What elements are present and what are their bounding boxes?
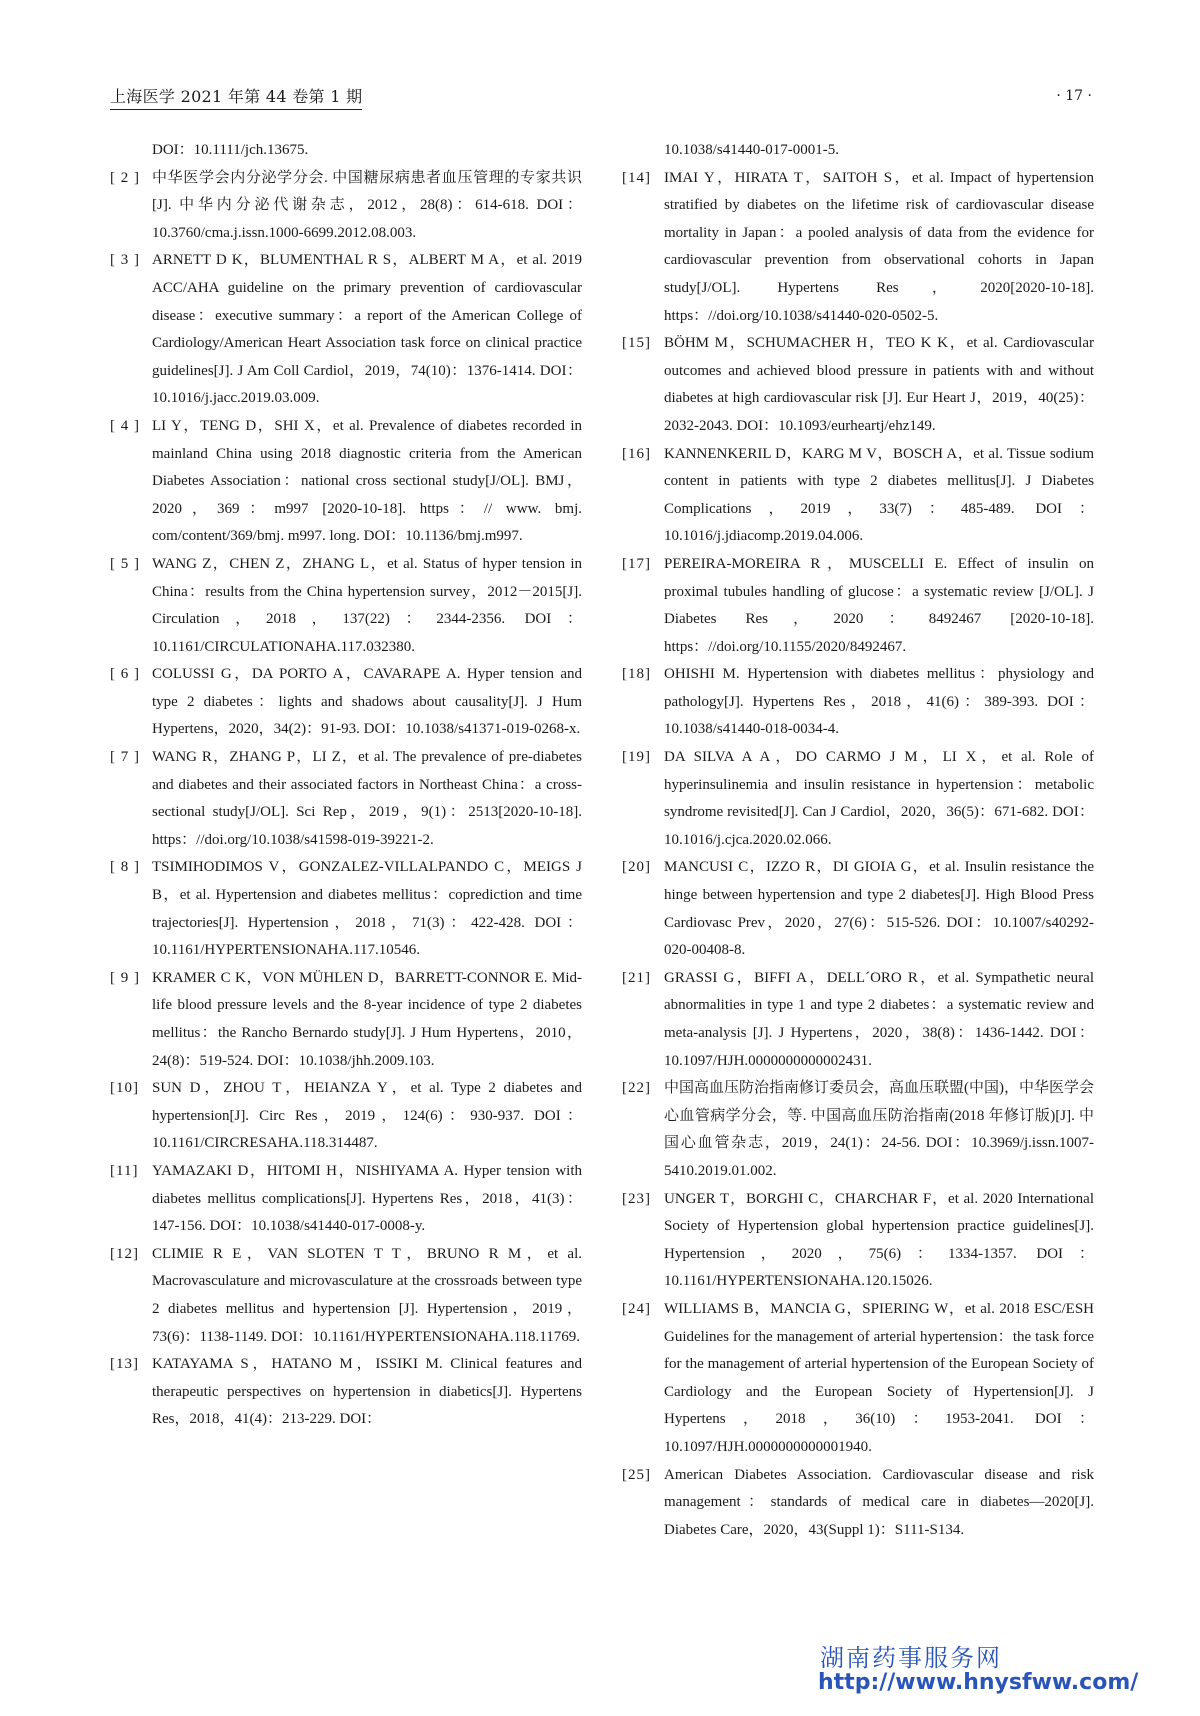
reference-16 <box>622 441 1094 551</box>
reference-number: [22] <box>622 1080 651 1097</box>
references-left-column <box>110 137 582 1434</box>
reference-number: [14] <box>622 169 651 186</box>
reference-24 <box>622 1296 1094 1462</box>
reference-17 <box>622 551 1094 661</box>
reference-number: [12] <box>110 1245 139 1262</box>
reference-10 <box>110 1075 582 1158</box>
reference-number: [18] <box>622 666 651 683</box>
reference-text: CLIMIE R E，VAN SLOTEN T T，BRUNO R M，et al. Macrovasculature and microvasculature at the crossroads between type 2 diabetes mellitus and hypertension [J]. Hypertension，2019，73(6)：1138-1149. DOI：10.1161/HYPERTENSIONAHA.118.11769. <box>152 1245 582 1345</box>
reference-text: BÖHM M，SCHUMACHER H，TEO K K，et al. Cardiovascular outcomes and achieved blood pressure in patients with and without diabetes at high cardiovascular risk [J]. Eur Heart J，2019，40(25)：2032-2043. DOI：10.1093/eurheartj/ehz149. <box>664 335 1094 434</box>
reference-continuation: 10.1038/s41440-017-0001-5. <box>664 142 839 158</box>
reference-text: MANCUSI C，IZZO R，DI GIOIA G，et al. Insulin resistance the hinge between hypertension and type 2 diabetes[J]. High Blood Press Cardiovasc Prev，2020，27(6)：515-526. DOI：10.1007/s40292-020-00408-8. <box>664 859 1094 959</box>
watermark-site-name: 湖南药事服务网 <box>820 1644 1002 1672</box>
reference-number: [10] <box>110 1080 139 1097</box>
reference-text: American Diabetes Association. Cardiovascular disease and risk management：standards of medical care in diabetes—2020[J]. Diabetes Care，2020，43(Suppl 1)：S111-S134. <box>664 1466 1094 1538</box>
reference-text: UNGER T，BORGHI C，CHARCHAR F，et al. 2020 International Society of Hypertension global hypertension practice guidelines[J]. Hypertension，2020，75(6)：1334-1357. DOI：10.1161/HYPERTENSIONAHA.120.15026. <box>664 1190 1094 1290</box>
reference-continuation: DOI：10.1111/jch.13675. <box>152 142 309 158</box>
reference-text: GRASSI G，BIFFI A，DELL´ORO R，et al. Sympathetic neural abnormalities in type 1 and type 2 diabetes：a systematic review and meta-analysis [J]. J Hypertens，2020，38(8)：1436-1442. DOI：10.1097/HJH.0000000000002431. <box>664 969 1094 1069</box>
reference-number: [ 2 ] <box>110 169 140 186</box>
reference-22 <box>622 1075 1094 1185</box>
reference-3 <box>110 247 582 413</box>
reference-text: COLUSSI G，DA PORTO A，CAVARAPE A. Hyper tension and type 2 diabetes：lights and shadows about causality[J]. J Hum Hypertens，2020，34(2)：91-93. DOI：10.1038/s41371-019-0268-x. <box>152 666 582 738</box>
reference-text: LI Y，TENG D，SHI X，et al. Prevalence of diabetes recorded in mainland China using 2018 diagnostic criteria from the American Diabetes Association：national cross sectional study[J/OL]. BMJ，2020，369：m997 [2020-10-18]. https：// www. bmj. com/content/369/bmj. m997. long. DOI：10.1136/bmj.m997. <box>152 417 582 545</box>
reference-number: [ 9 ] <box>110 969 140 986</box>
reference-text: WANG R，ZHANG P，LI Z，et al. The prevalence of pre-diabetes and diabetes and their associated factors in Northeast China：a cross-sectional study[J/OL]. Sci Rep，2019，9(1)：2513[2020-10-18]. https：//doi.org/10.1038/s41598-019-39221-2. <box>152 749 582 848</box>
reference-text: WILLIAMS B，MANCIA G，SPIERING W，et al. 2018 ESC/ESH Guidelines for the management of arterial hypertension：the task force for the management of arterial hypertension of the European Society of Cardiology and the European Society of Hypertension[J]. J Hypertens，2018，36(10)：1953-2041. DOI：10.1097/HJH.0000000000001940. <box>664 1300 1094 1455</box>
reference-18 <box>622 661 1094 744</box>
reference-text: OHISHI M. Hypertension with diabetes mellitus：physiology and pathology[J]. Hypertens Res，2018，41(6)：389-393. DOI：10.1038/s41440-018-0034-4. <box>664 666 1094 738</box>
reference-number: [23] <box>622 1190 651 1207</box>
reference-text: ARNETT D K，BLUMENTHAL R S，ALBERT M A，et al. 2019 ACC/AHA guideline on the primary prevention of cardiovascular disease：executive summary：a report of the American College of Cardiology/American Heart Association task force on clinical practice guidelines[J]. J Am Coll Cardiol，2019，74(10)：1376-1414. DOI：10.1016/j.jacc.2019.03.009. <box>152 252 582 407</box>
reference-number: [ 4 ] <box>110 417 140 434</box>
reference-8 <box>110 854 582 964</box>
reference-15 <box>622 330 1094 440</box>
reference-number: [19] <box>622 749 651 766</box>
reference-number: [15] <box>622 335 651 352</box>
reference-number: [13] <box>110 1356 139 1373</box>
reference-number: [17] <box>622 555 651 572</box>
reference-21 <box>622 965 1094 1075</box>
reference-25 <box>622 1462 1094 1545</box>
reference-7 <box>110 744 582 854</box>
reference-text: IMAI Y，HIRATA T，SAITOH S，et al. Impact of hypertension stratified by diabetes on the lifetime risk of cardiovascular disease mortality in Japan：a pooled analysis of data from the evidence for cardiovascular prevention from observational cohorts in Japan study[J/OL]. Hypertens Res，2020[2020-10-18]. https：//doi.org/10.1038/s41440-020-0502-5. <box>664 169 1094 324</box>
reference-5 <box>110 551 582 661</box>
reference-number: [16] <box>622 445 651 462</box>
reference-number: [ 6 ] <box>110 666 140 683</box>
reference-6 <box>110 661 582 744</box>
reference-number: [25] <box>622 1466 651 1483</box>
reference-20 <box>622 854 1094 964</box>
reference-text: KRAMER C K，VON MÜHLEN D，BARRETT-CONNOR E. Mid-life blood pressure levels and the 8-year incidence of type 2 diabetes mellitus：the Rancho Bernardo study[J]. J Hum Hypertens，2010，24(8)：519-524. DOI：10.1038/jhh.2009.103. <box>152 969 582 1069</box>
references-right-column <box>622 137 1094 1544</box>
reference-19 <box>622 744 1094 854</box>
reference-number: [ 8 ] <box>110 859 140 876</box>
reference-2 <box>110 165 582 248</box>
reference-13 <box>110 1351 582 1434</box>
reference-number: [20] <box>622 859 651 876</box>
reference-number: [24] <box>622 1300 651 1317</box>
reference-4 <box>110 413 582 551</box>
reference-number: [ 3 ] <box>110 252 140 269</box>
reference-text: TSIMIHODIMOS V，GONZALEZ-VILLALPANDO C，MEIGS J B，et al. Hypertension and diabetes mellitus：coprediction and time trajectories[J]. Hypertension，2018，71(3)：422-428. DOI：10.1161/HYPERTENSIONAHA.117.10546. <box>152 859 582 959</box>
reference-text: PEREIRA-MOREIRA R，MUSCELLI E. Effect of insulin on proximal tubules handling of glucose：a systematic review [J/OL]. J Diabetes Res，2020：8492467 [2020-10-18]. https：//doi.org/10.1155/2020/8492467. <box>664 555 1094 655</box>
reference-text: WANG Z，CHEN Z，ZHANG L，et al. Status of hyper tension in China：results from the China hypertension survey，2012－2015[J]. Circulation，2018，137(22)：2344-2356. DOI：10.1161/CIRCULATIONAHA.117.032380. <box>152 555 582 655</box>
watermark-url: http://www.hnysfww.com/ <box>818 1670 1139 1695</box>
reference-number: [ 5 ] <box>110 555 140 572</box>
journal-header: 上海医学 2021 年第 44 卷第 1 期 <box>110 84 362 110</box>
reference-text: DA SILVA A A，DO CARMO J M，LI X，et al. Role of hyperinsulinemia and insulin resistance in hypertension：metabolic syndrome revisited[J]. Can J Cardiol，2020，36(5)：671-682. DOI：10.1016/j.cjca.2020.02.066. <box>664 749 1094 848</box>
reference-text: 中国高血压防治指南修订委员会，高血压联盟(中国)，中华医学会心血管病学分会，等. 中国高血压防治指南(2018 年修订版)[J]. 中国心血管杂志，2019，24(1)：24-56. DOI：10.3969/j.issn.1007-5410.2019.01.002. <box>664 1080 1094 1179</box>
reference-text: 中华医学会内分泌学分会. 中国糖尿病患者血压管理的专家共识[J]. 中华内分泌代谢杂志，2012，28(8)：614-618. DOI：10.3760/cma.j.issn.1000-6699.2012.08.003. <box>152 169 582 241</box>
reference-12 <box>110 1241 582 1351</box>
reference-9 <box>110 965 582 1075</box>
reference-text: KANNENKERIL D，KARG M V，BOSCH A，et al. Tissue sodium content in patients with type 2 diabetes mellitus[J]. J Diabetes Complications，2019，33(7)：485-489. DOI：10.1016/j.jdiacomp.2019.04.006. <box>664 445 1094 545</box>
reference-number: [11] <box>110 1162 139 1179</box>
reference-number: [ 7 ] <box>110 749 140 766</box>
reference-23 <box>622 1186 1094 1296</box>
reference-text: SUN D，ZHOU T，HEIANZA Y，et al. Type 2 diabetes and hypertension[J]. Circ Res，2019，124(6)：930-937. DOI：10.1161/CIRCRESAHA.118.314487. <box>152 1080 582 1152</box>
reference-text: KATAYAMA S，HATANO M，ISSIKI M. Clinical features and therapeutic perspectives on hypertension in diabetics[J]. Hypertens Res，2018，41(4)：213-229. DOI： <box>152 1356 582 1428</box>
page-number: · 17 · <box>1056 88 1092 104</box>
reference-text: YAMAZAKI D，HITOMI H，NISHIYAMA A. Hyper tension with diabetes mellitus complications[J]. Hypertens Res，2018，41(3)：147-156. DOI：10.1038/s41440-017-0008-y. <box>152 1162 582 1235</box>
reference-number: [21] <box>622 969 651 986</box>
reference-14 <box>622 165 1094 331</box>
reference-11 <box>110 1158 582 1241</box>
